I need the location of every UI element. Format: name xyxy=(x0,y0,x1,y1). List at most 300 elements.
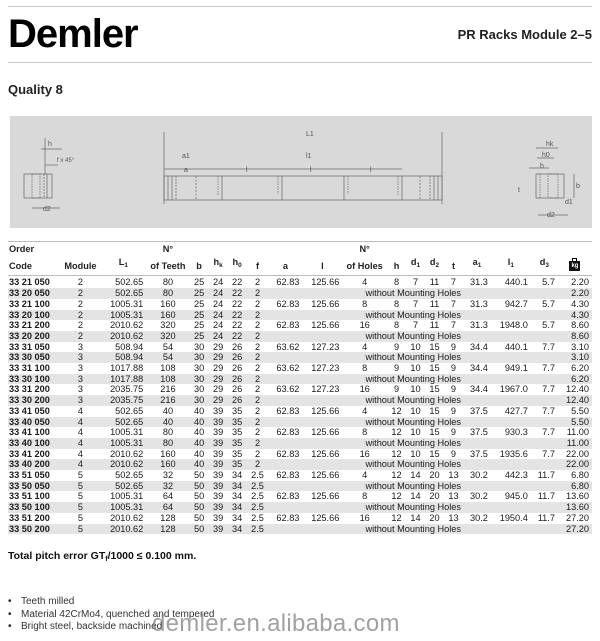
cell-d2: 20 xyxy=(429,470,440,481)
cell-a: 62.83 xyxy=(276,427,300,438)
cell-b: 50 xyxy=(190,502,209,513)
cell-L1: 502.65 xyxy=(100,288,146,299)
cell-b: 50 xyxy=(193,512,205,523)
cell-hk: 29 xyxy=(209,374,228,385)
without-mounting-holes: without Mounting Holes xyxy=(269,310,558,321)
brand-logo: Demler xyxy=(8,12,138,56)
svg-text:l: l xyxy=(310,167,312,174)
cell-module: 5 xyxy=(77,491,84,502)
cell-teeth: 54 xyxy=(162,341,174,352)
cell-teeth: 108 xyxy=(146,374,189,385)
cell-d1: 7 xyxy=(412,277,419,288)
cell-d1: 10 xyxy=(410,448,421,459)
table-row xyxy=(8,417,592,428)
cell-code: 33 41 050 xyxy=(9,405,50,416)
cell-f: 2 xyxy=(254,405,261,416)
header-code: Code xyxy=(8,255,60,276)
cell-teeth: 128 xyxy=(146,524,189,535)
cell-weight: 2.20 xyxy=(571,277,589,288)
cell-hk: 24 xyxy=(209,288,228,299)
cell-h: 8 xyxy=(393,298,400,309)
cell-d2: 11 xyxy=(429,298,440,309)
cell-h0: 22 xyxy=(231,277,243,288)
cell-b: 25 xyxy=(193,298,205,309)
cell-f: 2.5 xyxy=(247,524,269,535)
cell-teeth: 80 xyxy=(162,427,174,438)
cell-f: 2 xyxy=(247,459,269,470)
cell-h0: 26 xyxy=(231,363,243,374)
cell-code: 33 40 100 xyxy=(8,438,60,449)
cell-h: 9 xyxy=(393,384,400,395)
cell-d1: 7 xyxy=(412,320,419,331)
cell-weight: 6.20 xyxy=(571,363,589,374)
table-row xyxy=(8,427,592,438)
cell-weight: 12.40 xyxy=(558,395,592,406)
cell-code: 33 41 100 xyxy=(9,427,50,438)
cell-module: 3 xyxy=(77,341,84,352)
cell-b: 30 xyxy=(193,363,205,374)
cell-l: 125.66 xyxy=(311,491,340,502)
cell-weight: 2.20 xyxy=(558,288,592,299)
table-row xyxy=(8,342,592,353)
cell-h: 12 xyxy=(391,405,402,416)
cell-teeth: 128 xyxy=(160,512,176,523)
without-mounting-holes: without Mounting Holes xyxy=(269,288,558,299)
table-row xyxy=(8,320,592,331)
cell-code: 33 40 050 xyxy=(8,417,60,428)
cell-hk: 29 xyxy=(212,363,224,374)
cell-b: 25 xyxy=(193,320,205,331)
cell-l: 127.23 xyxy=(311,384,340,395)
cell-holes: 4 xyxy=(362,470,368,481)
cell-t: 9 xyxy=(450,427,457,438)
header-hk: $h_k$ xyxy=(209,255,228,276)
table-row xyxy=(8,363,592,374)
cell-d3: 7.7 xyxy=(542,448,555,459)
cell-l1: 1967.0 xyxy=(499,384,528,395)
cell-l: 125.66 xyxy=(311,512,340,523)
cell-l1: 427.7 xyxy=(504,405,528,416)
cell-f: 2 xyxy=(254,298,261,309)
table-row xyxy=(8,449,592,460)
cell-d2: 15 xyxy=(429,363,440,374)
cell-weight: 12.40 xyxy=(566,384,589,395)
svg-text:h0: h0 xyxy=(542,152,550,159)
cell-l: 125.66 xyxy=(311,277,340,288)
header-weight xyxy=(558,255,592,276)
cell-teeth: 64 xyxy=(162,491,174,502)
cell-d1: 14 xyxy=(410,512,421,523)
cell-l: 127.23 xyxy=(311,341,340,352)
cell-h0: 26 xyxy=(228,352,247,363)
technical-drawing xyxy=(10,116,592,228)
cell-module: 4 xyxy=(60,417,100,428)
cell-f: 2 xyxy=(247,288,269,299)
cell-code: 33 50 200 xyxy=(8,524,60,535)
cell-module: 2 xyxy=(77,277,84,288)
cell-l1: 1935.6 xyxy=(499,448,528,459)
cell-h0: 22 xyxy=(228,310,247,321)
pitch-error-note: Total pitch error $GT_f/1000 \le 0.100$ mm. xyxy=(8,550,197,563)
cell-b: 50 xyxy=(193,491,205,502)
cell-b: 50 xyxy=(190,481,209,492)
cell-hk: 24 xyxy=(212,277,224,288)
cell-l1: 945.0 xyxy=(504,491,528,502)
cell-l1: 442.3 xyxy=(504,470,528,481)
cell-t: 9 xyxy=(450,384,457,395)
cell-hk: 24 xyxy=(212,298,224,309)
cell-holes: 4 xyxy=(362,341,368,352)
cell-teeth: 160 xyxy=(146,310,189,321)
cell-L1: 1005.31 xyxy=(100,502,146,513)
cell-module: 4 xyxy=(60,459,100,470)
header-holes-top: N° xyxy=(342,242,387,255)
cell-code: 33 30 050 xyxy=(8,352,60,363)
without-mounting-holes: without Mounting Holes xyxy=(269,395,558,406)
cell-b: 40 xyxy=(193,427,205,438)
table-row xyxy=(8,331,592,342)
cell-a: 62.83 xyxy=(276,470,300,481)
cell-h0: 34 xyxy=(231,512,243,523)
cell-L1: 1005.31 xyxy=(110,298,144,309)
svg-text:f x 45°: f x 45° xyxy=(57,158,75,164)
cell-l: 125.66 xyxy=(311,298,340,309)
cell-code: 33 30 100 xyxy=(8,374,60,385)
cell-module: 3 xyxy=(60,374,100,385)
cell-weight: 13.60 xyxy=(558,502,592,513)
cell-a: 63.62 xyxy=(276,384,300,395)
cell-d1: 10 xyxy=(410,341,421,352)
cell-t: 13 xyxy=(448,512,459,523)
cell-d1: 14 xyxy=(410,491,421,502)
header-h: h xyxy=(387,255,406,276)
cell-hk: 29 xyxy=(209,352,228,363)
cell-f: 2 xyxy=(247,417,269,428)
cell-d3: 11.7 xyxy=(537,470,555,481)
header-a1: $a_1$ xyxy=(463,255,491,276)
cell-holes: 8 xyxy=(362,491,368,502)
cell-d3: 7.7 xyxy=(542,427,555,438)
cell-h: 12 xyxy=(391,512,402,523)
svg-text:a1: a1 xyxy=(182,153,190,160)
without-mounting-holes: without Mounting Holes xyxy=(269,459,558,470)
svg-text:h: h xyxy=(48,141,52,148)
cell-f: 2 xyxy=(247,438,269,449)
table-row xyxy=(8,513,592,524)
cell-l1: 949.1 xyxy=(504,363,528,374)
cell-h: 12 xyxy=(391,448,402,459)
cell-L1: 502.65 xyxy=(115,405,144,416)
cell-code: 33 50 100 xyxy=(8,502,60,513)
cell-a1: 30.2 xyxy=(470,470,488,481)
watermark: demler.en.alibaba.com xyxy=(152,610,400,637)
cell-f: 2.5 xyxy=(247,481,269,492)
cell-module: 4 xyxy=(77,405,84,416)
svg-text:b: b xyxy=(576,183,580,190)
cell-weight: 27.20 xyxy=(558,524,592,535)
cell-module: 2 xyxy=(60,331,100,342)
cell-holes: 8 xyxy=(362,427,368,438)
cell-a1: 34.4 xyxy=(470,341,488,352)
cell-L1: 508.94 xyxy=(100,352,146,363)
table-row xyxy=(8,384,592,395)
cell-L1: 508.94 xyxy=(115,341,144,352)
cell-teeth: 80 xyxy=(146,288,189,299)
cell-l: 125.66 xyxy=(311,320,340,331)
cell-weight: 6.20 xyxy=(558,374,592,385)
cell-L1: 502.65 xyxy=(115,277,144,288)
cell-teeth: 320 xyxy=(160,320,176,331)
cell-d1: 7 xyxy=(412,298,419,309)
cell-hk: 24 xyxy=(209,310,228,321)
cell-code: 33 51 200 xyxy=(9,512,50,523)
header-a: a xyxy=(269,255,303,276)
cell-d2: 15 xyxy=(429,427,440,438)
cell-f: 2 xyxy=(247,374,269,385)
cell-l: 127.23 xyxy=(311,363,340,374)
cell-b: 50 xyxy=(193,470,205,481)
cell-hk: 29 xyxy=(209,395,228,406)
cell-d2: 20 xyxy=(429,512,440,523)
cell-module: 3 xyxy=(77,363,84,374)
cell-weight: 11.00 xyxy=(566,427,589,438)
cell-module: 2 xyxy=(60,310,100,321)
cell-holes: 16 xyxy=(359,320,370,331)
cell-teeth: 54 xyxy=(146,352,189,363)
cell-code: 33 21 050 xyxy=(9,277,50,288)
top-rule xyxy=(8,6,592,7)
cell-f: 2 xyxy=(247,352,269,363)
rack-side-view xyxy=(164,131,442,204)
cell-t: 13 xyxy=(448,470,459,481)
cell-l1: 942.7 xyxy=(504,298,528,309)
cell-d3: 7.7 xyxy=(542,405,555,416)
header-t: t xyxy=(444,255,463,276)
cell-a: 63.62 xyxy=(276,363,300,374)
cell-d2: 15 xyxy=(429,448,440,459)
cell-l: 125.66 xyxy=(311,448,340,459)
cell-d1: 10 xyxy=(410,363,421,374)
cell-f: 2 xyxy=(247,395,269,406)
cell-a1: 31.3 xyxy=(470,277,488,288)
table-row xyxy=(8,481,592,492)
cell-holes: 4 xyxy=(362,277,368,288)
cell-a1: 30.2 xyxy=(470,512,488,523)
cell-code: 33 21 200 xyxy=(9,320,50,331)
cell-teeth: 160 xyxy=(160,298,176,309)
cell-code: 33 20 100 xyxy=(8,310,60,321)
cell-weight: 3.10 xyxy=(558,352,592,363)
cell-d3: 7.7 xyxy=(542,363,555,374)
cell-b: 40 xyxy=(190,438,209,449)
cell-a: 62.83 xyxy=(276,405,300,416)
cell-f: 2 xyxy=(254,363,261,374)
header-d1: $d_1$ xyxy=(406,255,425,276)
cell-L1: 1017.88 xyxy=(110,363,144,374)
cell-teeth: 64 xyxy=(146,502,189,513)
cell-h0: 22 xyxy=(231,320,243,331)
cell-L1: 1005.31 xyxy=(100,438,146,449)
feature-item: • Material 42CrMo4, quenched and tempered xyxy=(8,609,214,622)
without-mounting-holes: without Mounting Holes xyxy=(269,352,558,363)
cell-a1: 30.2 xyxy=(470,491,488,502)
cell-h0: 35 xyxy=(228,417,247,428)
without-mounting-holes: without Mounting Holes xyxy=(269,502,558,513)
cell-b: 30 xyxy=(190,374,209,385)
cell-code: 33 21 100 xyxy=(9,298,50,309)
cell-b: 40 xyxy=(190,417,209,428)
cell-a: 62.83 xyxy=(276,512,300,523)
cell-holes: 4 xyxy=(362,405,368,416)
cell-code: 33 41 200 xyxy=(9,448,50,459)
header-b: b xyxy=(190,255,209,276)
svg-text:t: t xyxy=(518,187,520,194)
cell-t: 9 xyxy=(450,448,457,459)
cell-teeth: 160 xyxy=(146,459,189,470)
cell-l1: 930.3 xyxy=(504,427,528,438)
cell-hk: 39 xyxy=(209,459,228,470)
cell-hk: 24 xyxy=(209,331,228,342)
cell-d3: 11.7 xyxy=(537,491,555,502)
table-row xyxy=(8,276,592,288)
table-row xyxy=(8,491,592,502)
cell-h: 12 xyxy=(391,427,402,438)
cell-t: 7 xyxy=(450,298,457,309)
cell-h0: 34 xyxy=(228,502,247,513)
cell-f: 2 xyxy=(247,331,269,342)
without-mounting-holes: without Mounting Holes xyxy=(269,524,558,535)
cell-f: 2.5 xyxy=(251,512,264,523)
cell-a1: 34.4 xyxy=(470,363,488,374)
cell-code: 33 31 100 xyxy=(9,363,50,374)
cell-L1: 502.65 xyxy=(115,470,144,481)
header-h0: $h_0$ xyxy=(228,255,247,276)
header-teeth: of Teeth xyxy=(146,255,189,276)
cell-h: 12 xyxy=(391,491,402,502)
cell-f: 2 xyxy=(247,310,269,321)
cell-module: 3 xyxy=(77,384,84,395)
table-row xyxy=(8,395,592,406)
cell-h0: 35 xyxy=(228,438,247,449)
table-row xyxy=(8,288,592,299)
cell-teeth: 216 xyxy=(160,384,176,395)
cell-code: 33 51 100 xyxy=(9,491,50,502)
cell-a: 62.83 xyxy=(276,320,300,331)
cell-module: 3 xyxy=(60,395,100,406)
cell-l1: 440.1 xyxy=(504,341,528,352)
weight-kg-icon: kg xyxy=(569,258,580,271)
cell-weight: 4.30 xyxy=(571,298,589,309)
cell-L1: 2010.62 xyxy=(110,512,144,523)
right-section-view xyxy=(518,141,580,219)
cell-L1: 1005.31 xyxy=(110,427,144,438)
cell-holes: 8 xyxy=(362,363,368,374)
cell-d1: 10 xyxy=(410,405,421,416)
cell-a1: 37.5 xyxy=(470,448,488,459)
cell-h0: 26 xyxy=(231,341,243,352)
cell-l: 125.66 xyxy=(311,470,340,481)
without-mounting-holes: without Mounting Holes xyxy=(269,438,558,449)
cell-d3: 7.7 xyxy=(542,341,555,352)
cell-a: 62.83 xyxy=(276,277,300,288)
cell-hk: 39 xyxy=(212,512,224,523)
svg-text:d2: d2 xyxy=(43,206,51,213)
cell-d1: 10 xyxy=(410,427,421,438)
cell-d3: 5.7 xyxy=(542,320,555,331)
header-l: l xyxy=(302,255,342,276)
cell-a: 63.62 xyxy=(276,341,300,352)
cell-weight: 13.60 xyxy=(566,491,589,502)
cell-l: 125.66 xyxy=(311,405,340,416)
cell-h0: 22 xyxy=(228,288,247,299)
cell-b: 30 xyxy=(193,341,205,352)
cell-code: 33 30 200 xyxy=(8,395,60,406)
cell-h: 8 xyxy=(393,320,400,331)
cell-b: 40 xyxy=(193,405,205,416)
header-rule xyxy=(8,62,592,63)
cell-module: 2 xyxy=(60,288,100,299)
table-row xyxy=(8,459,592,470)
cell-weight: 6.80 xyxy=(558,481,592,492)
cell-L1: 2010.62 xyxy=(100,459,146,470)
specs-table xyxy=(8,241,592,534)
cell-d2: 20 xyxy=(429,491,440,502)
cell-L1: 2035.75 xyxy=(100,395,146,406)
feature-item: • Bright steel, backside machined xyxy=(8,621,214,634)
svg-text:L1: L1 xyxy=(306,131,314,138)
cell-a1: 31.3 xyxy=(470,298,488,309)
cell-f: 2.5 xyxy=(251,470,264,481)
cell-h0: 26 xyxy=(228,374,247,385)
cell-L1: 502.65 xyxy=(100,481,146,492)
cell-t: 9 xyxy=(450,341,457,352)
cell-L1: 502.65 xyxy=(100,417,146,428)
cell-teeth: 40 xyxy=(146,417,189,428)
feature-item: • Teeth milled xyxy=(8,596,214,609)
cell-f: 2.5 xyxy=(251,491,264,502)
cell-h0: 34 xyxy=(228,524,247,535)
without-mounting-holes: without Mounting Holes xyxy=(269,331,558,342)
cell-h0: 34 xyxy=(231,491,243,502)
cell-teeth: 80 xyxy=(162,277,174,288)
cell-teeth: 216 xyxy=(146,395,189,406)
cell-f: 2 xyxy=(254,341,261,352)
cell-weight: 22.00 xyxy=(566,448,589,459)
cell-b: 50 xyxy=(190,524,209,535)
left-section-view xyxy=(24,138,75,213)
header-teeth-top: N° xyxy=(146,242,189,255)
cell-f: 2 xyxy=(254,384,261,395)
without-mounting-holes: without Mounting Holes xyxy=(269,417,558,428)
cell-a1: 31.3 xyxy=(470,320,488,331)
cell-hk: 39 xyxy=(209,481,228,492)
cell-b: 25 xyxy=(190,288,209,299)
cell-L1: 1017.88 xyxy=(100,374,146,385)
svg-text:h: h xyxy=(540,163,544,170)
cell-module: 5 xyxy=(60,502,100,513)
cell-f: 2 xyxy=(254,277,261,288)
cell-hk: 39 xyxy=(209,524,228,535)
cell-hk: 39 xyxy=(209,417,228,428)
cell-t: 7 xyxy=(450,320,457,331)
cell-module: 5 xyxy=(60,481,100,492)
cell-hk: 39 xyxy=(212,405,224,416)
header-d2: $d_2$ xyxy=(425,255,444,276)
cell-d3: 5.7 xyxy=(542,298,555,309)
table-row xyxy=(8,374,592,385)
cell-weight: 8.60 xyxy=(571,320,589,331)
svg-text:a: a xyxy=(184,167,188,174)
